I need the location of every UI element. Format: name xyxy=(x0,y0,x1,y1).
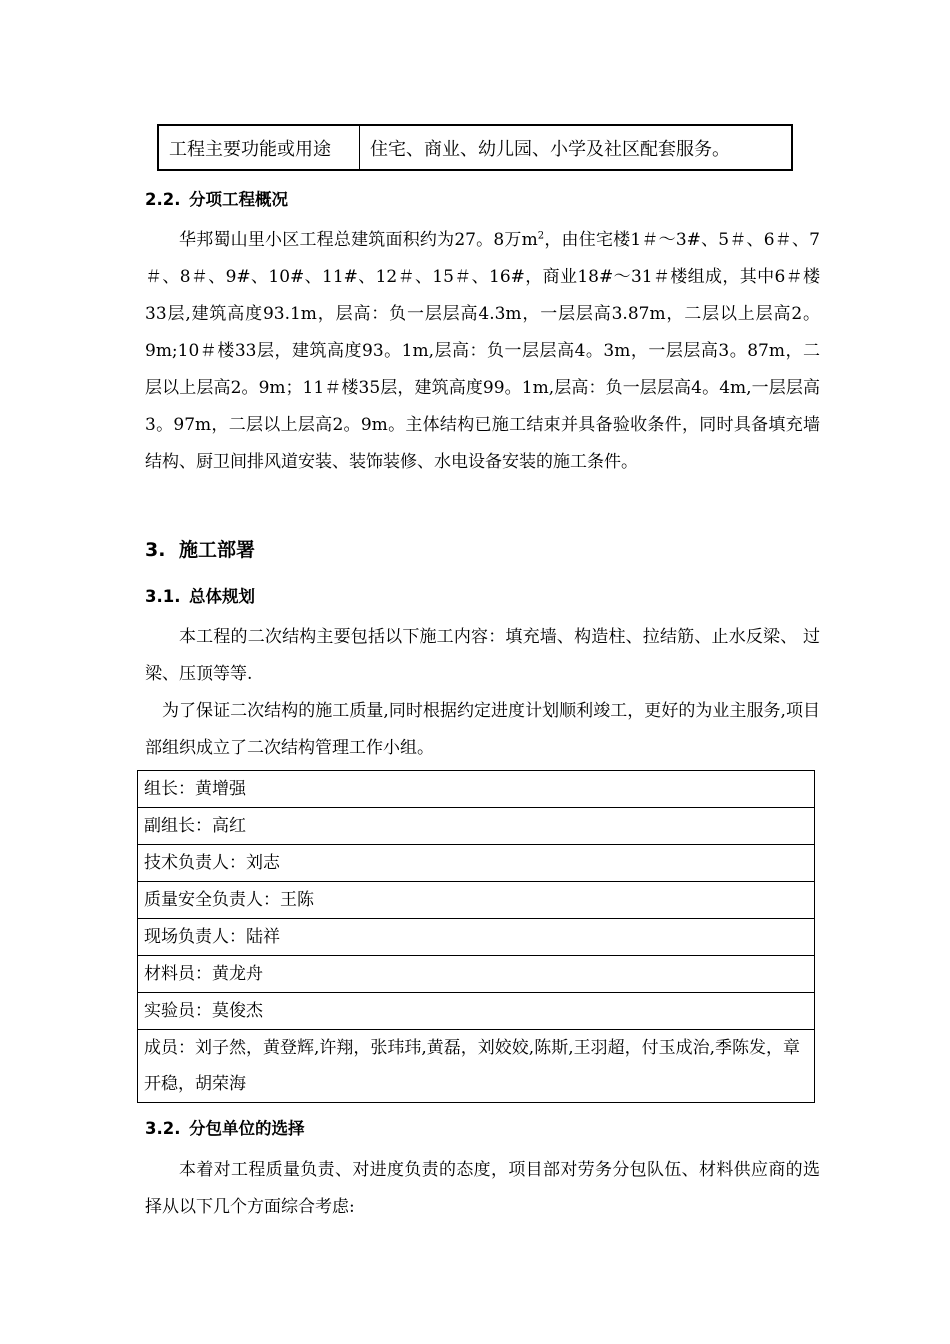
team-cell: 材料员：黄龙舟 xyxy=(138,956,815,993)
project-function-table xyxy=(157,124,793,171)
para-start: 华邦蜀山里小区工程总建筑面积约为27。8万m xyxy=(179,230,538,250)
team-cell: 副组长：高红 xyxy=(138,808,815,845)
table-row xyxy=(138,993,815,1030)
section-3-2-heading xyxy=(145,1115,305,1139)
table-row xyxy=(138,1030,815,1103)
function-label: 工程主要功能或用途 xyxy=(158,125,360,170)
section-3-heading xyxy=(145,535,255,562)
section-3-1-paragraph-2: 为了保证二次结构的施工质量,同时根据约定进度计划顺利竣工，更好的为业主服务,项目部组织成立了二次结构管理工作小组。 xyxy=(145,701,820,758)
table-row xyxy=(138,882,815,919)
section-number: 2.2. xyxy=(145,190,181,209)
table-row xyxy=(138,956,815,993)
table-row xyxy=(138,919,815,956)
function-value: 住宅、商业、幼儿园、小学及社区配套服务。 xyxy=(360,125,793,170)
section-3-1-paragraph-1: 本工程的二次结构主要包括以下施工内容：填充墙、构造柱、拉结筋、止水反梁、 过梁、压顶等等. xyxy=(145,627,820,684)
section-2-2-heading xyxy=(145,186,288,210)
table-row xyxy=(138,771,815,808)
section-number: 3.2. xyxy=(145,1119,181,1138)
section-2-2-paragraph xyxy=(145,222,820,481)
section-number: 3. xyxy=(145,539,166,561)
superscript: 2 xyxy=(537,230,545,242)
team-cell: 组长：黄增强 xyxy=(138,771,815,808)
management-team-table xyxy=(137,770,815,1103)
section-title: 分包单位的选择 xyxy=(189,1119,305,1138)
team-cell: 现场负责人：陆祥 xyxy=(138,919,815,956)
table-row xyxy=(138,808,815,845)
section-3-1-heading xyxy=(145,583,255,607)
section-number: 3.1. xyxy=(145,587,181,606)
table-row xyxy=(138,845,815,882)
section-title: 分项工程概况 xyxy=(189,190,288,209)
section-title: 总体规划 xyxy=(189,587,255,606)
team-cell: 实验员：莫俊杰 xyxy=(138,993,815,1030)
table-row xyxy=(158,125,792,170)
section-title: 施工部署 xyxy=(179,539,256,561)
team-cell: 技术负责人：刘志 xyxy=(138,845,815,882)
team-cell: 质量安全负责人：王陈 xyxy=(138,882,815,919)
para-rest: ，由住宅楼1＃～3#、5＃、6＃、7＃、8＃、9#、10#、11#、12＃、15＃、16#，商业18#～31＃楼组成，其中6＃楼33层,建筑高度93.1m，层高：负一层层高4.3m，一层层高3.87m，二层以上层高2。9m;10＃楼33层，建筑高度93。1m,层高：负一层层高4。3m，一层层高3。87m，二层以上层高2。9m；11＃楼35层，建筑高度99。1m,层高：负一层层高4。4m,一层层高3。97m，二层以上层高2。9m。主体结构已施工结束并具备验收条件，同时具备填充墙结构、厨卫间排风道安装、装饰装修、水电设备安装的施工条件。 xyxy=(145,230,820,472)
section-3-2-paragraph: 本着对工程质量负责、对进度负责的态度，项目部对劳务分包队伍、材料供应商的选择从以下几个方面综合考虑: xyxy=(145,1160,820,1217)
team-members-cell: 成员：刘子然，黄登辉,许翔，张玮玮,黄磊，刘姣姣,陈斯,王羽超，付玉成治,季陈发，章开稳，胡荣海 xyxy=(138,1030,815,1103)
